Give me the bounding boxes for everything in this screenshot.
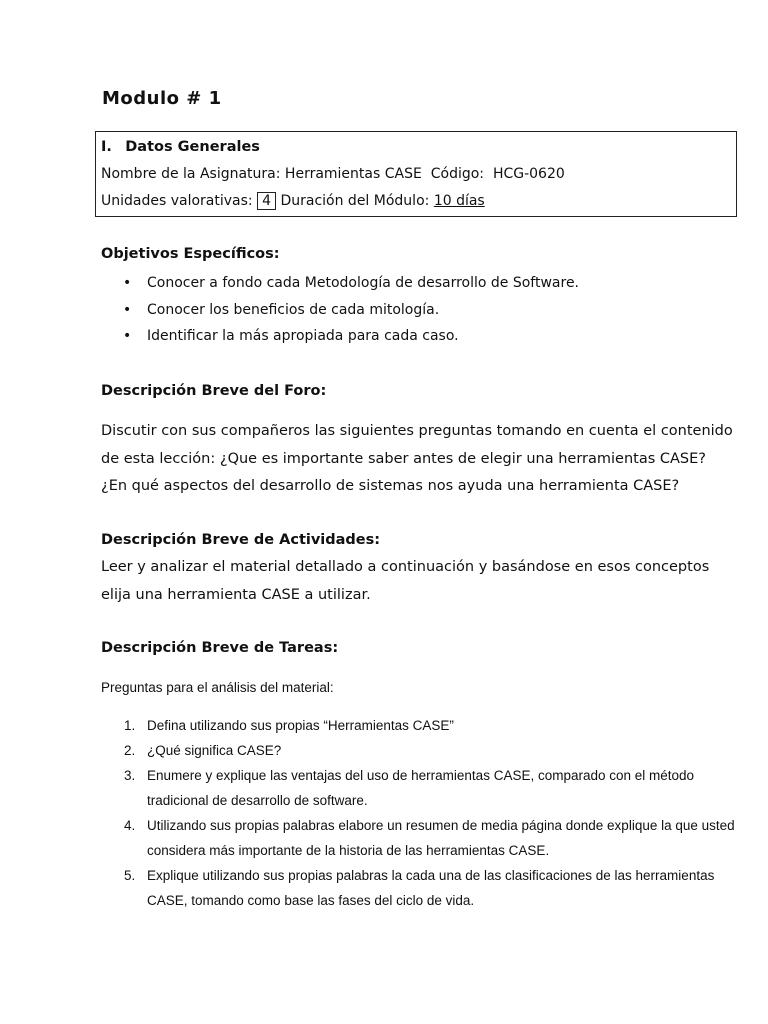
general-data-heading	[101, 134, 736, 161]
forum-text	[101, 418, 741, 501]
code-value: HCG-0620	[492, 166, 565, 182]
list-item	[101, 813, 741, 863]
item-number: 5.	[124, 868, 136, 883]
item-text: Enumere y explique las ventajas del uso de herramientas CASE, comparado con el método tradicional de desarrollo de software.	[147, 768, 695, 808]
forum-text-2: ¿En qué aspectos del desarrollo de sistemas nos ayuda una herramienta CASE?	[101, 478, 680, 494]
general-data-box	[95, 131, 737, 217]
activities-text: Leer y analizar el material detallado a continuación y basándose en esos conceptos elija una herramienta CASE a utilizar.	[101, 559, 710, 603]
duration-label: Duración del Módulo:	[280, 193, 430, 209]
list-item	[101, 763, 741, 813]
units-line	[101, 188, 736, 215]
tasks-intro: Preguntas para el análisis del material:	[101, 680, 334, 695]
list-item: • Conocer los beneficios de cada mitología.	[101, 297, 579, 324]
item-text: Explique utilizando sus propias palabras la cada una de las clasificaciones de las herramientas CASE, tomando como base las fases del ciclo de vida.	[147, 868, 715, 908]
units-label: Unidades valorativas:	[101, 193, 253, 209]
item-number: 1.	[124, 718, 136, 733]
item-number: 2.	[124, 743, 136, 758]
subject-label: Nombre de la Asignatura:	[101, 166, 281, 182]
item-number: 4.	[124, 818, 136, 833]
objectives-list	[101, 270, 579, 350]
subject-line	[101, 161, 736, 188]
list-item: • Identificar la más apropiada para cada caso.	[101, 323, 579, 350]
list-item	[101, 738, 741, 763]
section-number: I.	[101, 139, 112, 155]
list-item	[101, 863, 741, 913]
activities-heading: Descripción Breve de Actividades:	[101, 532, 381, 548]
code-label: Código:	[430, 166, 485, 182]
tasks-heading: Descripción Breve de Tareas:	[101, 640, 339, 656]
tasks-list	[101, 713, 741, 913]
item-text: ¿Qué significa CASE?	[147, 743, 282, 758]
list-item	[101, 713, 741, 738]
forum-heading: Descripción Breve del Foro:	[101, 383, 327, 399]
module-title: Modulo # 1	[102, 88, 222, 109]
item-number: 3.	[124, 768, 136, 783]
subject-value: Herramientas CASE	[284, 166, 422, 182]
item-text: Defina utilizando sus propias “Herramientas CASE”	[147, 718, 454, 733]
forum-text-1: Discutir con sus compañeros las siguientes preguntas tomando en cuenta el contenido de esta lección: ¿Que es importante saber antes de elegir una herramientas CASE?	[101, 423, 733, 467]
list-item: • Conocer a fondo cada Metodología de desarrollo de Software.	[101, 270, 579, 297]
section-heading: Datos Generales	[125, 139, 260, 155]
item-text: Utilizando sus propias palabras elabore un resumen de media página donde explique la que usted considera más importante de la historia de las herramientas CASE.	[147, 818, 735, 858]
objectives-heading: Objetivos Específicos:	[101, 246, 280, 262]
duration-value: 10 días	[433, 193, 485, 209]
units-value: 4	[257, 192, 276, 210]
